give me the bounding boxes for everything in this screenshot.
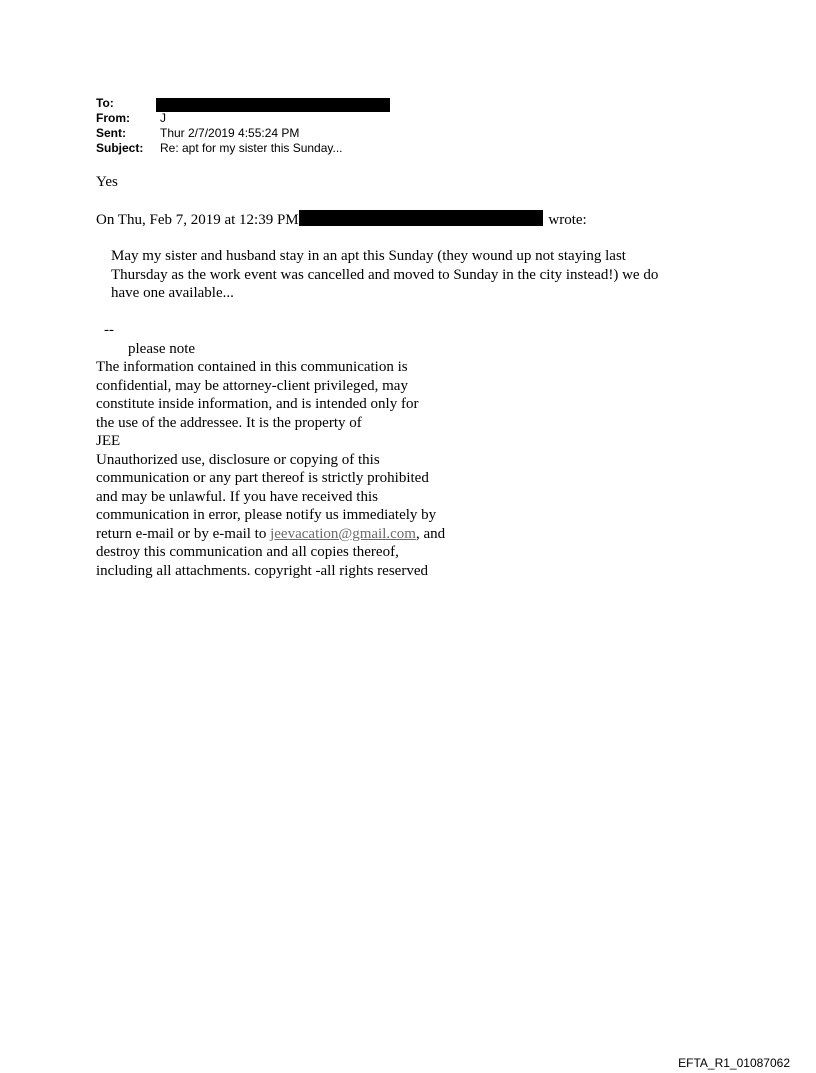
disclaimer-line: the use of the addressee. It is the property of <box>96 414 362 431</box>
quote-intro-suffix: wrote: <box>548 212 587 228</box>
sent-label: Sent: <box>96 126 126 140</box>
disclaimer-line: Unauthorized use, disclosure or copying of this <box>96 451 380 468</box>
document-id: EFTA_R1_01087062 <box>678 1056 790 1070</box>
to-redaction <box>156 98 390 112</box>
disclaimer-line: communication in error, please notify us immediately by <box>96 507 437 523</box>
disclaimer-line: and may be unlawful. If you have received this <box>96 488 378 505</box>
email-header <box>96 96 343 156</box>
please-note: please note <box>128 341 196 357</box>
disclaimer-line: confidential, may be attorney-client privileged, may <box>96 377 408 394</box>
sent-value: Thur 2/7/2019 4:55:24 PM <box>160 126 300 140</box>
disclaimer-link-suffix: , and <box>415 525 446 542</box>
from-label: From: <box>96 111 130 125</box>
disclaimer <box>96 358 496 580</box>
subject-label: Subject: <box>96 141 144 155</box>
header-from-row <box>96 111 343 126</box>
reply-text: Yes <box>96 174 118 190</box>
quoted-line: May my sister and husband stay in an apt this Sunday (they wound up not staying last <box>111 248 626 264</box>
disclaimer-link-line <box>96 525 496 544</box>
quoted-line: Thursday as the work event was cancelled and moved to Sunday in the city instead!) we do <box>111 266 659 283</box>
disclaimer-line: destroy this communication and all copies thereof, <box>96 544 399 560</box>
quoted-line: have one available... <box>111 285 234 301</box>
quote-intro-prefix: On Thu, Feb 7, 2019 at 12:39 PM <box>96 212 299 228</box>
header-subject-row <box>96 141 343 156</box>
quote-intro <box>96 210 587 230</box>
disclaimer-line: JEE <box>96 433 121 449</box>
disclaimer-line: The information contained in this communication is <box>96 359 408 375</box>
disclaimer-line: including all attachments. copyright -all rights reserved <box>96 562 428 579</box>
disclaimer-line: constitute inside information, and is intended only for <box>96 396 419 412</box>
from-value: J <box>160 111 166 125</box>
subject-value: Re: apt for my sister this Sunday... <box>160 141 343 155</box>
header-sent-row <box>96 126 343 141</box>
disclaimer-line: communication or any part thereof is strictly prohibited <box>96 470 429 486</box>
quoted-message <box>111 247 711 303</box>
header-to-row <box>96 96 343 111</box>
email-link[interactable]: jeevacation@gmail.com <box>270 525 416 542</box>
sender-redaction <box>299 210 543 226</box>
signature-separator: -- <box>104 322 114 338</box>
disclaimer-link-prefix: return e-mail or by e-mail to <box>96 525 271 542</box>
to-label: To: <box>96 96 114 110</box>
